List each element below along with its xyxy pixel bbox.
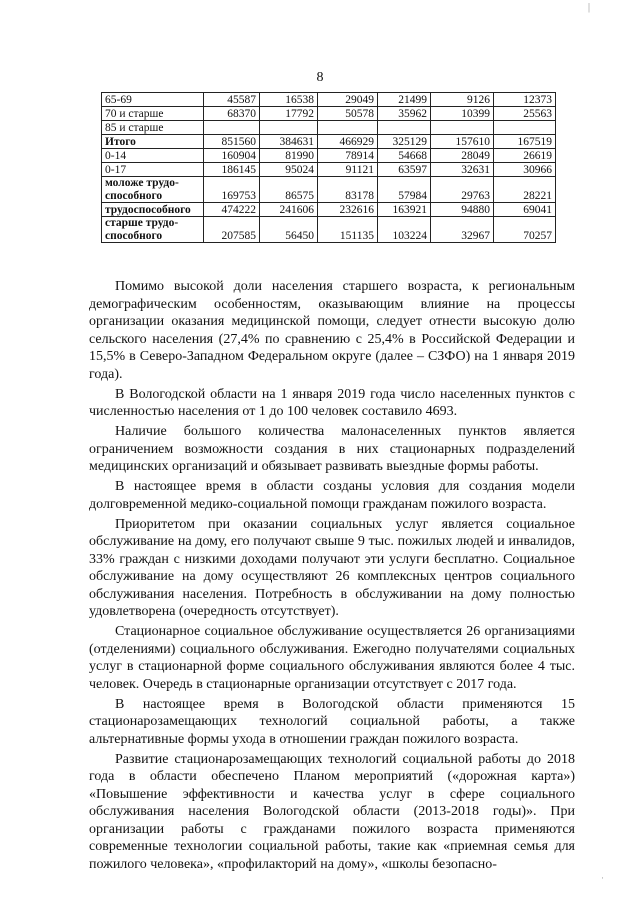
row-label: 65-69 <box>102 93 204 107</box>
table-cell: 10399 <box>431 107 494 121</box>
row-label: трудоспособного <box>102 203 204 217</box>
paragraph: Приоритетом при оказании социальных услуг является социальное обслуживание на дому, его получают свыше 9 тыс. пожилых людей и инвалидов, 33% граждан с низкими доходами получают эти услуги бесплатно. Социальное обслуживание на дому осуществляют 26 комплексных центров социального обслуживания населения. Потребность в обслуживании на дому полностью удовлетворена (очередность отсутствует). <box>89 516 575 619</box>
table-cell: 9126 <box>431 93 494 107</box>
table-cell: 69041 <box>494 203 556 217</box>
table-cell: 56450 <box>260 217 318 243</box>
table-cell: 160904 <box>204 149 260 163</box>
row-label: моложе трудо-способного <box>102 177 204 203</box>
table-cell: 94880 <box>431 203 494 217</box>
table-row <box>102 149 556 163</box>
table-cell: 103224 <box>378 217 431 243</box>
table-row <box>102 203 556 217</box>
table-row <box>102 217 556 243</box>
table-cell: 851560 <box>204 135 260 149</box>
table-cell: 81990 <box>260 149 318 163</box>
table-cell <box>204 121 260 135</box>
table-cell: 157610 <box>431 135 494 149</box>
table-row <box>102 93 556 107</box>
table-cell: 95024 <box>260 163 318 177</box>
table-cell: 70257 <box>494 217 556 243</box>
scan-mark-bottom: · <box>601 873 604 883</box>
table-cell: 17792 <box>260 107 318 121</box>
table-cell: 207585 <box>204 217 260 243</box>
page-number: 8 <box>316 70 324 85</box>
table-cell: 163921 <box>378 203 431 217</box>
paragraph: Стационарное социальное обслуживание осуществляется 26 организациями (отделениями) социального обслуживания. Ежегодно получателями социальных услуг в стационарной форме социального обслуживания являются более 4 тыс. человек. Очередь в стационарные организации отсутствует с 2017 года. <box>89 624 575 692</box>
table-cell: 54668 <box>378 149 431 163</box>
table-cell: 26619 <box>494 149 556 163</box>
table-cell: 21499 <box>378 93 431 107</box>
table-cell <box>494 121 556 135</box>
table-cell: 167519 <box>494 135 556 149</box>
table-cell: 29763 <box>431 177 494 203</box>
table-cell: 12373 <box>494 93 556 107</box>
table-cell: 466929 <box>318 135 378 149</box>
row-label: старше трудо-способного <box>102 217 204 243</box>
paragraph: Помимо высокой доли населения старшего возраста, к региональным демографическим особенностям, оказывающим влияние на процессы организации оказания медицинской помощи, следует отнести высокую долю сельского населения (27,4% по сравнению с 25,4% в Российской Федерации и 15,5% в Северо-Западном Федеральном округе (далее – СЗФО) на 1 января 2019 года). <box>89 279 575 382</box>
paragraph: Развитие стационарозамещающих технологий социальной работы до 2018 года в области обеспечено Планом мероприятий («дорожная карта») «Повышение эффективности и качества услуг в сфере социального обслуживания населения Вологодской области (2013-2018 годы)». При организации работы с гражданами пожилого возраста применяются современные технологии социальной работы, такие как «приемная семья для пожилого человека», «профилакторий на дому», «школы безопасно- <box>89 751 575 872</box>
row-label: 70 и старше <box>102 107 204 121</box>
table-cell: 91121 <box>318 163 378 177</box>
table-cell: 28049 <box>431 149 494 163</box>
row-label: 0-17 <box>102 163 204 177</box>
table-cell: 474222 <box>204 203 260 217</box>
table-cell <box>318 121 378 135</box>
body-text <box>89 278 575 876</box>
row-label: Итого <box>102 135 204 149</box>
paragraph: В настоящее время в области созданы условия для создания модели долговременной медико-социальной помощи гражданам пожилого возраста. <box>89 479 575 512</box>
table-cell: 16538 <box>260 93 318 107</box>
table-cell: 30966 <box>494 163 556 177</box>
table-cell: 384631 <box>260 135 318 149</box>
scan-mark: | <box>587 2 590 13</box>
paragraph: Наличие большого количества малонаселенных пунктов является ограничением возможности создания в них стационарных подразделений медицинских организаций и обязывает развивать выездные формы работы. <box>89 424 575 474</box>
table-row <box>102 163 556 177</box>
table-cell: 63597 <box>378 163 431 177</box>
population-table <box>101 92 556 243</box>
table-cell <box>431 121 494 135</box>
table-cell: 241606 <box>260 203 318 217</box>
row-label: 0-14 <box>102 149 204 163</box>
table-row <box>102 107 556 121</box>
table-cell: 78914 <box>318 149 378 163</box>
table-cell <box>260 121 318 135</box>
row-label: 85 и старше <box>102 121 204 135</box>
table-cell: 169753 <box>204 177 260 203</box>
paragraph: В настоящее время в Вологодской области применяются 15 стационарозамещающих технологий социальной работы, а также альтернативные формы ухода в отношении граждан пожилого возраста. <box>89 696 575 747</box>
table-cell: 35962 <box>378 107 431 121</box>
table-cell: 32631 <box>431 163 494 177</box>
table-body <box>102 93 556 243</box>
table-cell <box>378 121 431 135</box>
table-cell: 186145 <box>204 163 260 177</box>
paragraph: В Вологодской области на 1 января 2019 года число населенных пунктов с численностью населения от 1 до 100 человек составило 4693. <box>89 386 575 419</box>
table-cell: 32967 <box>431 217 494 243</box>
table-row <box>102 135 556 149</box>
table-cell: 151135 <box>318 217 378 243</box>
table-row <box>102 121 556 135</box>
table-cell: 28221 <box>494 177 556 203</box>
table-row <box>102 177 556 203</box>
table-cell: 50578 <box>318 107 378 121</box>
table-cell: 45587 <box>204 93 260 107</box>
table-cell: 57984 <box>378 177 431 203</box>
table-cell: 86575 <box>260 177 318 203</box>
table-cell: 325129 <box>378 135 431 149</box>
table-cell: 83178 <box>318 177 378 203</box>
table-cell: 232616 <box>318 203 378 217</box>
table-cell: 68370 <box>204 107 260 121</box>
table-cell: 25563 <box>494 107 556 121</box>
table-cell: 29049 <box>318 93 378 107</box>
